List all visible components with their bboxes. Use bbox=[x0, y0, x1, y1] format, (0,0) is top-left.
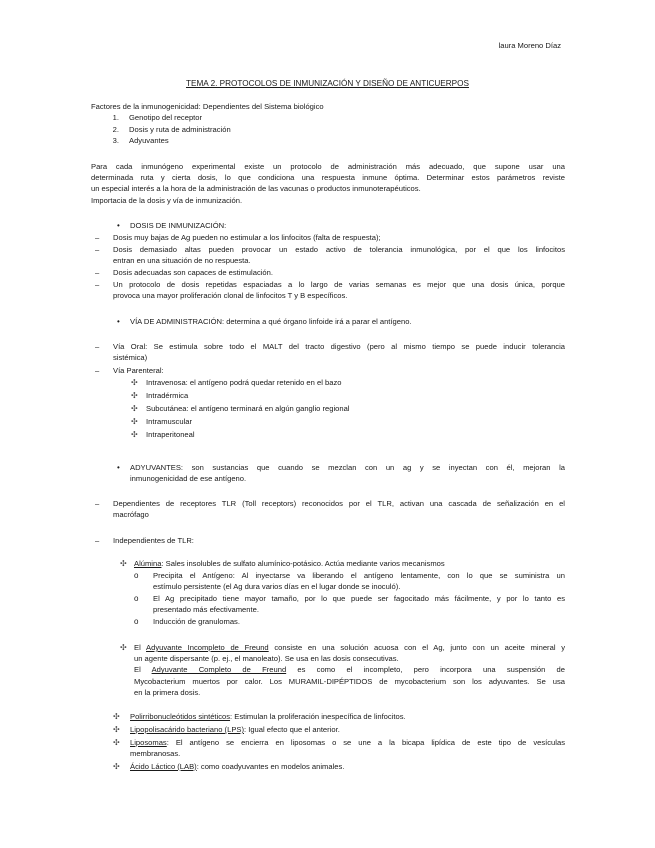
paragraph-line: El Ag precipitado tiene mayor tamaño, por lo que puede ser fagocitado más fácilmente, y por lo tanto es bbox=[153, 594, 565, 603]
alumina-sub bbox=[153, 593, 565, 615]
bullet-dot-icon: • bbox=[117, 317, 120, 326]
paragraph-line: Dosis demasiado altas pueden provocar un estado activo de tolerancia inmunológica, por el que los linfocitos bbox=[113, 245, 565, 254]
dash-bullet-icon: – bbox=[95, 499, 100, 508]
dash-bullet-icon: – bbox=[95, 268, 100, 277]
dash-bullet-icon: – bbox=[95, 366, 100, 375]
paragraph-line: Inducción de granulomas. bbox=[153, 617, 240, 626]
paragraph-line: macrófago bbox=[113, 510, 149, 520]
adjuvant-item bbox=[130, 761, 344, 772]
alumina-text: : Sales insolubles de sulfato alumínico-potásico. Actúa mediante varios mecanismos bbox=[161, 559, 445, 568]
freund-pre: El bbox=[134, 665, 152, 675]
dash-bullet-icon: – bbox=[95, 233, 100, 242]
parenteral-item: Intravenosa: el antígeno podrá quedar retenido en el bazo bbox=[146, 378, 342, 387]
freund-incomplete-label: Adyuvante Incompleto de Freund bbox=[146, 643, 269, 652]
dosis-item bbox=[113, 244, 565, 266]
freund-pre: El bbox=[134, 643, 147, 652]
star-bullet-icon: ✣ bbox=[131, 378, 138, 387]
tlr-dependent bbox=[113, 498, 565, 520]
adjuvant-label: Liposomas bbox=[130, 738, 167, 747]
adjuvant-item bbox=[130, 724, 340, 735]
freund-text: es como el incompleto, pero incorpora una suspensión de bbox=[286, 665, 565, 675]
paragraph-line: un agente dispersante (p. ej., el manoleato). Se usa en las dosis consecutivas. bbox=[134, 654, 399, 664]
author-name: laura Moreno Díaz bbox=[498, 41, 561, 50]
intro-paragraph bbox=[91, 161, 565, 206]
parenteral-item: Intradérmica bbox=[146, 391, 189, 400]
adjuvant-label: Ácido Láctico (LAB) bbox=[130, 762, 197, 771]
dosis-heading: DOSIS DE INMUNIZACIÓN: bbox=[130, 221, 227, 230]
paragraph-line: Vía Oral: Se estimula sobre todo el MALT del tracto digestivo (pero al mismo tiempo se puede inducir tolerancia bbox=[113, 342, 565, 351]
via-parenteral: Vía Parenteral: bbox=[113, 366, 164, 375]
circle-bullet-icon: o bbox=[134, 594, 139, 603]
paragraph-line: Mycobacterium muertos por calor. Los MURAMIL-DIPÉPTIDOS de mycobacterium son los adyuvantes. Se usa bbox=[134, 676, 565, 686]
adjuvant-item bbox=[130, 711, 406, 722]
dash-bullet-icon: – bbox=[95, 342, 100, 351]
paragraph-line bbox=[130, 737, 565, 748]
star-bullet-icon: ✣ bbox=[131, 430, 138, 439]
adjuvant-text: : El antígeno se encierra en liposomas o se une a la bicapa lipídica de este tipo de vesículas bbox=[166, 738, 565, 747]
document-title: TEMA 2. PROTOCOLOS DE INMUNIZACIÓN Y DISEÑO DE ANTICUERPOS bbox=[186, 79, 469, 88]
list-item-text: Genotipo del receptor bbox=[129, 113, 203, 122]
freund-complete-label: Adyuvante Completo de Freund bbox=[151, 665, 287, 675]
adjuvant-text: : Estimulan la proliferación inespecífica de linfocitos. bbox=[230, 712, 406, 721]
paragraph-line: sistémica) bbox=[113, 353, 148, 363]
star-bullet-icon: ✣ bbox=[113, 725, 120, 734]
paragraph-line bbox=[134, 642, 565, 653]
star-bullet-icon: ✣ bbox=[113, 712, 120, 721]
dosis-item bbox=[113, 279, 565, 301]
alumina-sub bbox=[153, 616, 565, 627]
adjuvant-text: : como coadyuvantes en modelos animales. bbox=[196, 762, 345, 771]
paragraph-line bbox=[134, 664, 565, 675]
list-number: 1. bbox=[112, 113, 119, 122]
tlr-independent: Independientes de TLR: bbox=[113, 536, 194, 545]
paragraph-line: Dependientes de receptores TLR (Toll receptors) reconocidos por el TLR, activan una cascada de señalización en el bbox=[113, 499, 565, 508]
dash-bullet-icon: – bbox=[95, 245, 100, 254]
paragraph-line: determinada ruta y cierta dosis, lo que condiciona una respuesta inmune óptima. Determinar estos parámetros reviste bbox=[91, 173, 565, 183]
paragraph-line: en la primera dosis. bbox=[134, 687, 201, 697]
paragraph-line: ADYUVANTES: son sustancias que cuando se mezclan con un ag y se inyectan con él, mejoran la bbox=[130, 463, 565, 472]
alumina-sub bbox=[153, 570, 565, 592]
freund-item bbox=[134, 642, 565, 698]
paragraph-line: presentado más efectivamente. bbox=[153, 605, 259, 615]
paragraph-line: Importacia de la dosis y vía de inmunización. bbox=[91, 195, 243, 205]
star-bullet-icon: ✣ bbox=[113, 762, 120, 771]
star-bullet-icon: ✣ bbox=[113, 738, 120, 747]
list-number: 2. bbox=[112, 125, 119, 134]
paragraph-line: provoca una mayor proliferación clonal de linfocitos T y B específicos. bbox=[113, 291, 348, 301]
adjuvant-item bbox=[130, 737, 565, 759]
list-item-text: Adyuvantes bbox=[129, 136, 169, 145]
parenteral-item: Intraperitoneal bbox=[146, 430, 195, 439]
bullet-dot-icon: • bbox=[117, 463, 120, 472]
star-bullet-icon: ✣ bbox=[131, 404, 138, 413]
adjuvant-text: : Igual efecto que el anterior. bbox=[243, 725, 340, 734]
paragraph-line: Dosis muy bajas de Ag pueden no estimular a los linfocitos (falta de respuesta); bbox=[113, 233, 381, 242]
star-bullet-icon: ✣ bbox=[120, 559, 127, 568]
adjuvant-label: Polirribonucleótidos sintéticos bbox=[130, 712, 231, 721]
adjuvant-label: Lipopolisacárido bacteriano (LPS) bbox=[130, 725, 244, 734]
star-bullet-icon: ✣ bbox=[131, 391, 138, 400]
alumina-label: Alúmina bbox=[134, 559, 162, 568]
paragraph-line: Para cada inmunógeno experimental existe un protocolo de administración más adecuado, que supone usar una bbox=[91, 162, 565, 171]
dosis-item bbox=[113, 232, 565, 243]
paragraph-line: estímulo persistente (el Ag dura varios días en el lugar donde se inoculó). bbox=[153, 582, 401, 592]
star-bullet-icon: ✣ bbox=[120, 643, 127, 652]
parenteral-item: Intramuscular bbox=[146, 417, 193, 426]
star-bullet-icon: ✣ bbox=[131, 417, 138, 426]
circle-bullet-icon: o bbox=[134, 571, 139, 580]
paragraph-line: un especial interés a la hora de la administración de las vacunas o productos inmunoterapéuticos. bbox=[91, 184, 421, 194]
alumina-item bbox=[134, 558, 445, 569]
paragraph-line: Dosis adecuadas son capaces de estimulación. bbox=[113, 268, 273, 277]
paragraph-line: entran en una situación de no respuesta. bbox=[113, 256, 251, 266]
paragraph-line: Precipita el Antígeno: Al inyectarse va liberando el antígeno lentamente, con lo que se suministra un bbox=[153, 571, 565, 580]
circle-bullet-icon: o bbox=[134, 617, 139, 626]
factors-heading: Factores de la inmunogenicidad: Dependientes del Sistema biológico bbox=[91, 102, 324, 111]
dosis-item bbox=[113, 267, 565, 278]
paragraph-line: membranosas. bbox=[130, 749, 181, 759]
via-heading: VÍA DE ADMINISTRACIÓN: determina a qué órgano linfoide irá a parar el antígeno. bbox=[130, 317, 412, 326]
via-oral bbox=[113, 341, 565, 363]
parenteral-item: Subcutánea: el antígeno terminará en algún ganglio regional bbox=[146, 404, 350, 413]
list-number: 3. bbox=[112, 136, 119, 145]
paragraph-line: inmunogenicidad de ese antígeno. bbox=[130, 474, 247, 484]
freund-text: consiste en una solución acuosa con el Ag, junto con un aceite mineral y bbox=[268, 643, 565, 652]
adyuvantes-intro bbox=[130, 462, 565, 484]
dash-bullet-icon: – bbox=[95, 280, 100, 289]
list-item-text: Dosis y ruta de administración bbox=[129, 125, 231, 134]
dash-bullet-icon: – bbox=[95, 536, 100, 545]
bullet-dot-icon: • bbox=[117, 221, 120, 230]
paragraph-line: Un protocolo de dosis repetidas espaciadas a lo largo de varias semanas es mejor que una dosis única, porque bbox=[113, 280, 565, 289]
